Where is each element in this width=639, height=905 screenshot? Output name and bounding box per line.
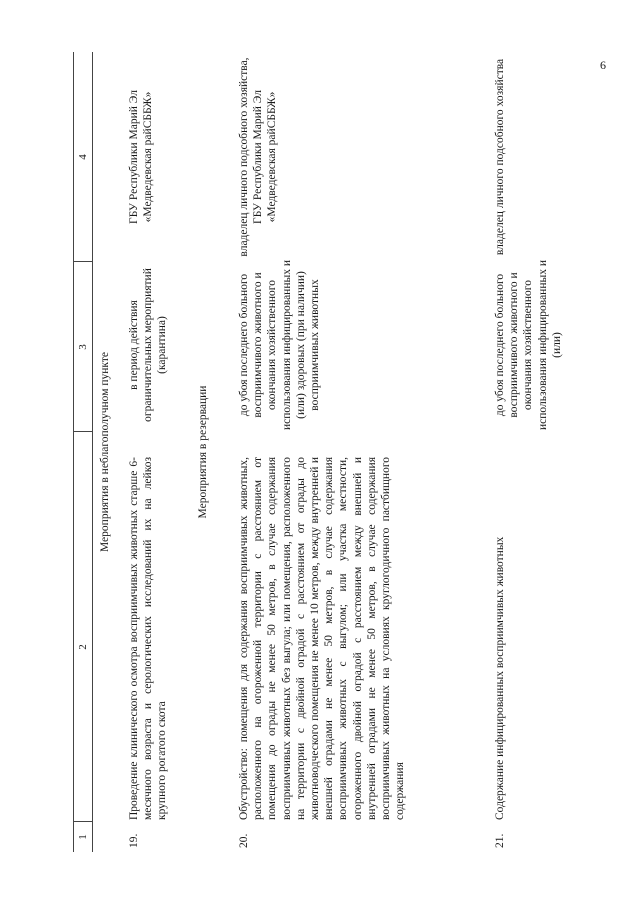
measure-text: Содержание инфицированных восприимчивых животных	[494, 536, 506, 820]
section-heading-outbreak: Мероприятия в неблагополучном пункте	[99, 352, 111, 553]
executor-text: ГБУ Республики Марий Эл «Медведевская райСББЖ»	[128, 90, 155, 224]
row-number: 20.	[238, 833, 250, 848]
page-number: 6	[600, 58, 606, 72]
measure-text: Обустройство: помещения для содержания восприимчивых животных, расположенного на огороженной территории с расстоянием от помещения до ограды не менее 50 метров, в случае содержания восприимчивых животных без выгула; или помещения, расположенного на территории с двойной оградой с расстоянием от ограды до животноводческого помещения не менее 10 метров, между внутренней и внешней оградами не менее 50 метров, в случае содержания восприимчивых животных с выгулом; или участка местности, огороженного двойной оградой с расстоянием между внешней и внутренней оградами не менее 50 метров, в случае содержания восприимчивых животных на условиях круглогодичного пастбищного содержания	[238, 457, 407, 820]
measure-text: Проведение клинического осмотра восприимчивых животных старше 6-месячного возраста и серологических исследований их на лейкоз крупного рогатого скота	[128, 457, 169, 820]
executor-text: владелец личного подсобного хозяйства, ГБУ Республики Марий Эл «Медведевская райСББЖ»	[238, 57, 279, 257]
term-text: до убоя последнего больного восприимчивого животного и окончания хозяйственного использования инфицированных и (или) здоровых (при наличии) восприимчивых животных	[238, 260, 322, 430]
column-number-2: 2	[77, 644, 89, 650]
column-number-row	[73, 52, 93, 852]
row-number: 19.	[128, 833, 140, 848]
term-text: в период действия ограничительных мероприятий (карантина)	[128, 268, 169, 422]
executor-text: владелец личного подсобного хозяйства	[494, 58, 506, 256]
column-number-1: 1	[77, 834, 89, 840]
column-number-4: 4	[77, 154, 89, 160]
rotated-table	[70, 52, 563, 852]
term-text: до убоя последнего больного восприимчивого животного и окончания хозяйственного использования инфицированных и (или)	[494, 260, 563, 430]
row-number: 21.	[494, 833, 506, 848]
section-heading-reservation: Мероприятия в резервации	[197, 385, 209, 519]
column-number-3: 3	[77, 344, 89, 350]
